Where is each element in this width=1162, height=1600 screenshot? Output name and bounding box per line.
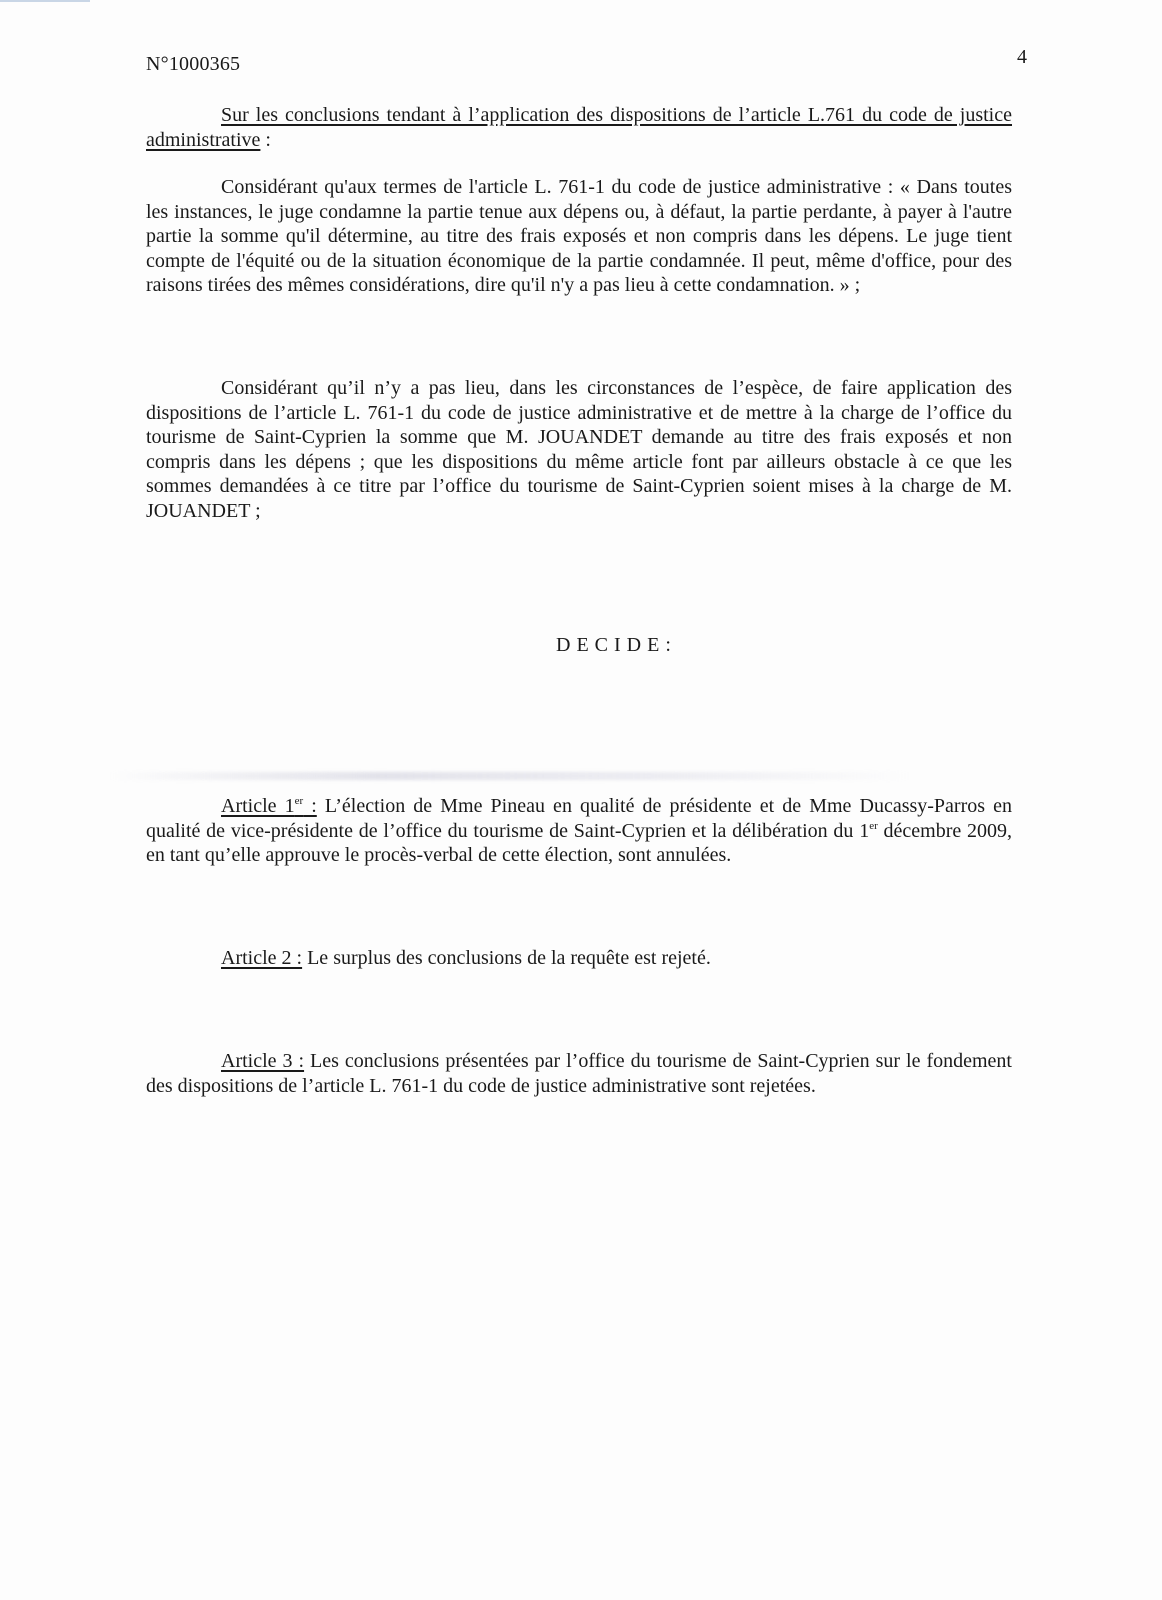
article-3	[146, 1049, 1012, 1098]
scan-artifact-top	[0, 0, 90, 2]
paragraph-article-l761-quote: Considérant qu'aux termes de l'article L. 761-1 du code de justice administrative : « Dans toutes les instances, le juge condamne la partie tenue aux dépens ou, à défaut, la partie perdante, à payer à l'autre partie la somme qu'il détermine, au titre des frais exposés et non compris dans les dépens. Le juge tient compte de l'équité ou de la situation économique de la partie condamnée. Il peut, même d'office, pour des raisons tirées des mêmes considérations, dire qu'il n'y a pas lieu à cette condamnation. » ;	[146, 176, 1012, 296]
article-1	[146, 794, 1012, 868]
section-heading-text: Sur les conclusions tendant à l’application des dispositions de l’article L.761 du code de justice administrative	[146, 104, 1012, 151]
article-1-text: L’élection de Mme Pineau en qualité de présidente et de Mme Ducassy-Parros en qualité de vice-présidente de l’office du tourisme de Saint-Cyprien et la délibération du 1er décembre 2009, en tant qu’elle approuve le procès-verbal de cette élection, sont annulées.	[146, 795, 1012, 866]
section-heading-suffix: :	[260, 128, 271, 151]
article-2-text: Le surplus des conclusions de la requête est rejeté.	[302, 947, 711, 969]
page-number: 4	[1017, 46, 1027, 68]
case-number: N°1000365	[146, 53, 241, 75]
scan-artifact-streak	[110, 772, 910, 780]
article-2	[146, 946, 1012, 971]
paragraph-considerant: Considérant qu’il n’y a pas lieu, dans les circonstances de l’espèce, de faire application des dispositions de l’article L. 761-1 du code de justice administrative et de mettre à la charge de l’office du tourisme de Saint-Cyprien la somme que M. JOUANDET demande au titre des frais exposés et non compris dans les dépens ; que les dispositions du même article font par ailleurs obstacle à ce que les sommes demandées à ce titre par l’office du tourisme de Saint-Cyprien soient mises à la charge de M. JOUANDET ;	[146, 377, 1012, 522]
article-3-label: Article 3 :	[221, 1050, 305, 1072]
section-heading	[146, 103, 1012, 152]
article-3-text: Les conclusions présentées par l’office du tourisme de Saint-Cyprien sur le fondement des dispositions de l’article L. 761-1 du code de justice administrative sont rejetées.	[146, 1050, 1012, 1097]
article-1-label: Article 1er :	[221, 795, 317, 817]
decide-heading: DECIDE:	[556, 634, 677, 656]
article-2-label: Article 2 :	[221, 947, 303, 969]
